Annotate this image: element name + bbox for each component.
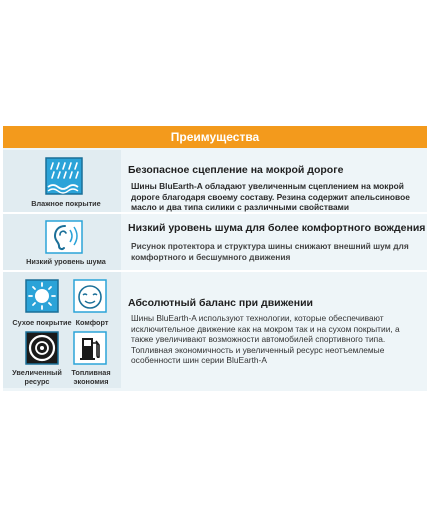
advantage-desc-balance: Шины BluEarth-A используют технологии, которые обеспечивают исключительное движение как на мокром так и на сухом покрытии, а также увеличивают возможности автомобилей спортивного типа. Топливная экономичность и увеличенный ресурс неотъемлемые особенности шин серии BluEarth-A: [131, 313, 400, 366]
advantage-desc-low-noise: Рисунок протектора и структура шины снижают внешний шум для комфортного и бесшумного движения: [131, 241, 409, 262]
fuel-pump-icon: [73, 331, 107, 365]
comfort-label: Комфорт: [75, 318, 109, 327]
advantages-header: Преимущества: [3, 126, 427, 148]
fuel-economy-label: Топливная экономия: [71, 368, 111, 386]
comfort-face-icon: [73, 279, 107, 313]
ear-icon: [45, 220, 83, 254]
advantage-title-low-noise: Низкий уровень шума для более комфортного вождения: [128, 222, 426, 234]
long-life-label: Увеличенный ресурс: [12, 368, 62, 386]
dry-road-label: Сухое покрытие: [12, 318, 72, 327]
sun-icon: [25, 279, 59, 313]
wet-road-label: Влажное покрытие: [31, 199, 101, 208]
advantage-title-balance: Абсолютный баланс при движении: [128, 297, 314, 309]
low-noise-label: Низкий уровень шума: [26, 257, 106, 266]
advantage-desc-wet-grip: Шины BluEarth-A обладают увеличенным сцеплением на мокрой дороге благодаря своему составу. Резина содержит апельсиновое масло и два типа силики с различными свойствами: [131, 181, 410, 213]
wet-road-icon: [45, 157, 83, 195]
tire-icon: [25, 331, 59, 365]
advantage-title-wet-grip: Безопасное сцепление на мокрой дороге: [128, 164, 344, 176]
